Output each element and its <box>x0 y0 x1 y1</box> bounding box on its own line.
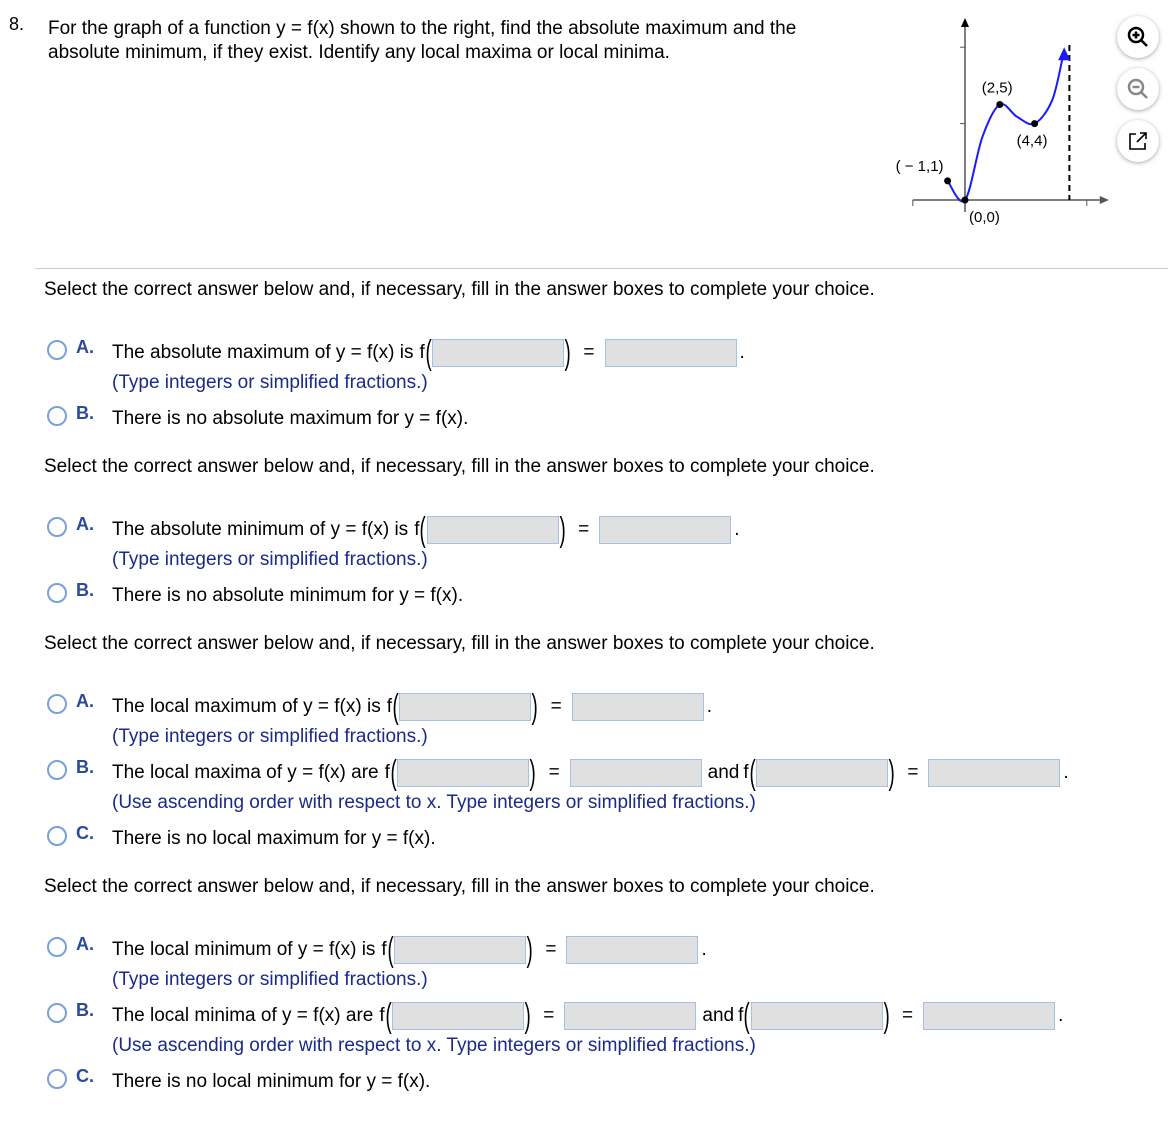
option-line <box>112 511 1154 549</box>
answer-prompt: Select the correct answer below and, if necessary, fill in the answer boxes to complete your choice. <box>44 633 875 654</box>
radio-button[interactable] <box>47 1069 67 1089</box>
option-line <box>112 403 1154 435</box>
radio-button[interactable] <box>47 937 67 957</box>
point-label: (4,4) <box>1016 132 1048 150</box>
f-label: f <box>414 519 420 540</box>
options-group <box>44 931 1154 1098</box>
period: . <box>734 519 740 540</box>
point <box>1031 120 1038 127</box>
question-number: 8. <box>9 14 25 34</box>
equals-sign: = <box>548 762 560 783</box>
option-c[interactable] <box>44 1066 1154 1098</box>
option-letter: A. <box>76 514 94 534</box>
option-text: The local maxima of y = f(x) are <box>112 762 379 783</box>
radio-button[interactable] <box>47 1003 67 1023</box>
f-label: f <box>381 939 387 960</box>
period: . <box>1063 762 1069 783</box>
y-axis-arrow <box>961 18 969 27</box>
hint-text: (Use ascending order with respect to x. Type integers or simplified fractions.) <box>112 792 756 813</box>
option-letter: C. <box>76 1066 94 1086</box>
f-label: f <box>384 762 390 783</box>
period: . <box>1058 1005 1064 1026</box>
option-b[interactable] <box>44 580 1154 612</box>
equals-sign: = <box>550 696 562 717</box>
option-a[interactable] <box>44 688 1154 753</box>
open-paren: ( <box>425 334 432 372</box>
options-group <box>44 511 1154 612</box>
open-paren: ( <box>749 754 756 792</box>
x-value-input[interactable] <box>397 759 529 787</box>
f-label: f <box>738 1005 744 1026</box>
option-b[interactable] <box>44 403 1154 435</box>
open-paren: ( <box>743 997 751 1035</box>
y-value-input[interactable] <box>923 1002 1055 1030</box>
option-text: There is no local maximum for y = f(x). <box>112 828 436 849</box>
radio-button[interactable] <box>47 583 67 603</box>
y-value-input[interactable] <box>928 759 1060 787</box>
period: . <box>739 342 745 363</box>
close-paren: ) <box>529 754 537 792</box>
curve-arrow <box>1058 47 1070 60</box>
close-paren: ) <box>531 688 539 726</box>
option-text: There is no absolute maximum for y = f(x). <box>112 408 469 429</box>
option-line <box>112 931 1154 969</box>
point-label: ( − 1,1) <box>895 157 944 175</box>
option-letter: C. <box>76 823 94 843</box>
option-a[interactable] <box>44 931 1154 996</box>
radio-button[interactable] <box>47 517 67 537</box>
function-graph <box>890 15 1115 235</box>
and-label: and <box>702 1005 735 1026</box>
zoom-in-button[interactable] <box>1117 16 1159 58</box>
open-paren: ( <box>420 511 427 549</box>
answer-prompt: Select the correct answer below and, if necessary, fill in the answer boxes to complete your choice. <box>44 279 875 300</box>
equals-sign: = <box>545 939 557 960</box>
point <box>996 101 1003 108</box>
period: . <box>706 696 713 717</box>
options-group <box>44 334 1154 435</box>
popout-button[interactable] <box>1117 120 1159 162</box>
x-value-input[interactable] <box>432 339 564 367</box>
radio-button[interactable] <box>47 694 67 714</box>
x-value-input[interactable] <box>427 516 559 544</box>
close-paren: ) <box>883 997 890 1035</box>
option-a[interactable] <box>44 511 1154 576</box>
option-letter: B. <box>76 757 94 777</box>
zoom-out-icon <box>1126 77 1150 101</box>
option-text: The local minima of y = f(x) are <box>112 1005 374 1026</box>
close-paren: ) <box>564 334 571 372</box>
zoom-in-icon <box>1126 25 1150 49</box>
radio-button[interactable] <box>47 760 67 780</box>
equals-sign: = <box>907 762 919 783</box>
y-value-input[interactable] <box>572 693 704 721</box>
option-letter: A. <box>76 337 94 357</box>
y-value-input[interactable] <box>605 339 737 367</box>
point-label: (2,5) <box>981 79 1013 97</box>
equals-sign: = <box>543 1005 555 1026</box>
radio-button[interactable] <box>47 826 67 846</box>
option-letter: B. <box>76 403 94 423</box>
option-text: The absolute minimum of y = f(x) is <box>112 519 409 540</box>
open-paren: ( <box>387 931 394 969</box>
option-text: There is no local minimum for y = f(x). <box>112 1071 431 1092</box>
option-text: The local maximum of y = f(x) is <box>112 696 381 717</box>
option-line <box>112 754 1154 792</box>
point-label: (0,0) <box>969 209 1000 226</box>
hint-text: (Type integers or simplified fractions.) <box>112 969 428 990</box>
radio-button[interactable] <box>47 340 67 360</box>
option-line <box>112 1066 1154 1098</box>
popout-icon <box>1127 130 1149 152</box>
option-line <box>112 580 1154 612</box>
hint-text: (Type integers or simplified fractions.) <box>112 372 428 393</box>
y-value-input[interactable] <box>599 516 731 544</box>
period: . <box>701 939 707 960</box>
close-paren: ) <box>888 754 895 792</box>
f-label: f <box>379 1005 385 1026</box>
x-value-input[interactable] <box>399 693 531 721</box>
question-text: For the graph of a function y = f(x) shown to the right, find the absolute maximum and the absolute minimum, if they exist. Identify any local maxima or local minima. <box>48 18 797 63</box>
option-line <box>112 997 1154 1035</box>
option-letter: B. <box>76 580 94 600</box>
option-text: The local minimum of y = f(x) is <box>112 939 376 960</box>
open-paren: ( <box>392 688 399 726</box>
option-c[interactable] <box>44 823 1154 855</box>
option-b[interactable] <box>44 997 1154 1062</box>
f-label: f <box>743 762 749 783</box>
divider <box>35 268 1168 269</box>
hint-text: (Type integers or simplified fractions.) <box>112 549 428 570</box>
close-paren: ) <box>526 931 533 969</box>
x-axis-arrow <box>1100 196 1109 204</box>
open-paren: ( <box>385 997 392 1035</box>
y-value-input[interactable] <box>564 1002 696 1030</box>
answer-section <box>44 278 1154 1118</box>
open-paren: ( <box>390 754 397 792</box>
option-b[interactable] <box>44 754 1154 819</box>
f-label: f <box>419 342 425 363</box>
option-letter: A. <box>76 691 94 711</box>
x-value-input[interactable] <box>394 936 526 964</box>
option-text: There is no absolute minimum for y = f(x). <box>112 585 464 606</box>
option-line <box>112 334 1154 372</box>
option-a[interactable] <box>44 334 1154 399</box>
radio-button[interactable] <box>47 406 67 426</box>
close-paren: ) <box>559 511 566 549</box>
equals-sign: = <box>583 342 595 363</box>
equals-sign: = <box>578 519 590 540</box>
option-line <box>112 823 1154 855</box>
option-letter: A. <box>76 934 94 954</box>
zoom-out-button[interactable] <box>1117 68 1159 110</box>
option-line <box>112 688 1154 726</box>
point <box>944 177 951 184</box>
x-value-input[interactable] <box>392 1002 524 1030</box>
answer-prompt: Select the correct answer below and, if necessary, fill in the answer boxes to complete your choice. <box>44 876 875 897</box>
options-group <box>44 688 1154 855</box>
point <box>962 197 969 204</box>
close-paren: ) <box>524 997 531 1035</box>
hint-text: (Type integers or simplified fractions.) <box>112 726 428 747</box>
x-value-input[interactable] <box>751 1002 883 1030</box>
x-value-input[interactable] <box>756 759 888 787</box>
f-label: f <box>386 696 392 717</box>
y-value-input[interactable] <box>566 936 698 964</box>
equals-sign: = <box>902 1005 914 1026</box>
answer-prompt: Select the correct answer below and, if necessary, fill in the answer boxes to complete your choice. <box>44 456 875 477</box>
option-letter: B. <box>76 1000 94 1020</box>
y-value-input[interactable] <box>570 759 702 787</box>
hint-text: (Use ascending order with respect to x. Type integers or simplified fractions.) <box>112 1035 756 1056</box>
option-text: The absolute maximum of y = f(x) is <box>112 342 414 363</box>
and-label: and <box>707 762 740 783</box>
